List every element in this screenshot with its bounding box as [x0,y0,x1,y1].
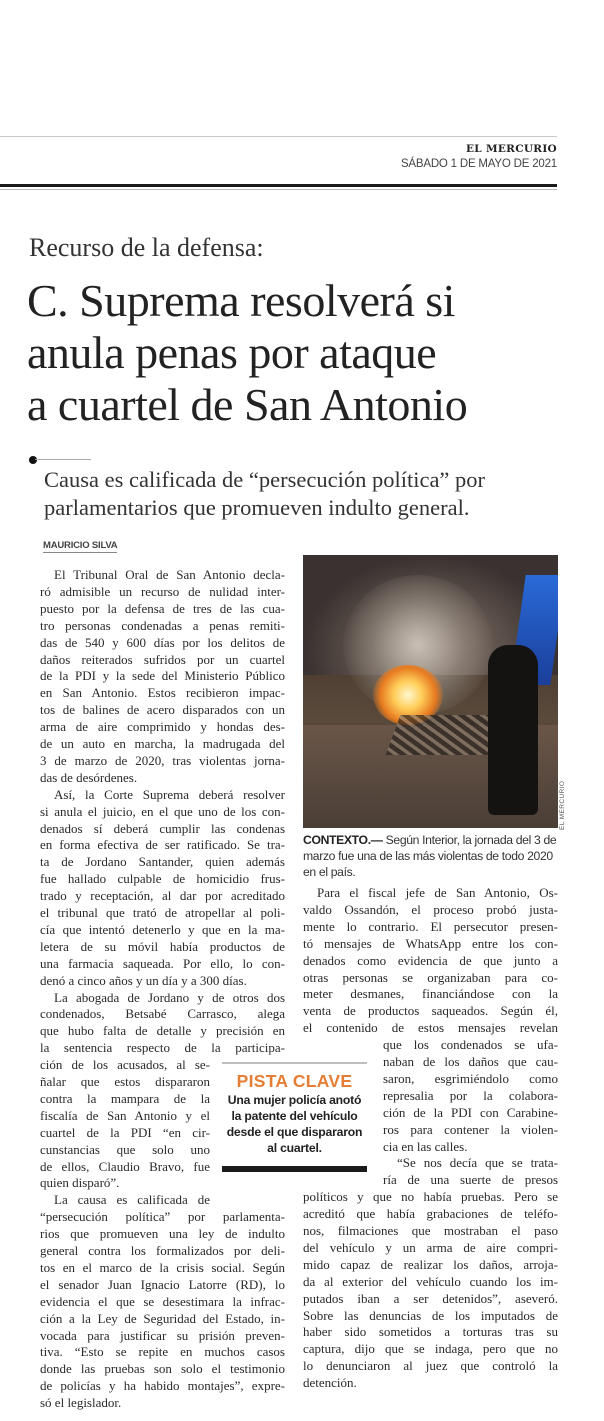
header-rule-thin [0,189,557,190]
body-text-line: denó a cinco años y un día y a 300 días. [40,972,247,988]
headline-line: C. Suprema resolverá si [27,275,455,326]
body-text-line: tos en el marco de la crisis social. Según [40,1259,285,1275]
headline-line: anula penas por ataque [27,327,437,378]
body-text-line: lo denunciaron al juez que controló la [303,1358,558,1374]
body-text-line: La abogada de Jordano y de otros dos [54,989,285,1005]
body-text-line: “persecución política” por parlamenta- [40,1209,285,1225]
body-text-line: rios que promueven una ley de indulto [40,1226,285,1242]
kicker: Recurso de la defensa: [29,233,264,262]
body-text-line: ción de la PDI con Carabine- [383,1104,558,1120]
body-text-line: fiscalía de San Antonio y el [40,1107,210,1123]
box-bottom-bar [222,1166,367,1172]
body-text-line: venta de productos saqueados. Según él, [303,1003,558,1019]
headline-line: a cuartel de San Antonio [27,379,468,430]
body-text-line: en forma efectiva de ser ratificado. Se tra- [40,837,285,853]
body-text-line: represalia por la colabora- [383,1087,558,1103]
body-text-line: naban de los daños que cau- [383,1054,558,1069]
body-text-line: tos de balines de acero disparados con un [40,702,285,718]
news-photo [303,555,558,828]
pista-clave-title: PISTA CLAVE [236,1071,353,1091]
body-text-line: evidencia el que se desestimara la infrac- [40,1293,285,1309]
body-text-line: fue hallado culpable de homicidio frus- [40,871,285,887]
body-text-line: Para el fiscal jefe de San Antonio, Os- [317,885,558,900]
body-text-line: daños reiterados sufridos por un cuartel [40,651,285,667]
body-text-line: tro personas condenadas a penas remiti- [40,617,285,633]
body-text-line: quien disparó”. [40,1175,120,1191]
deck-line: Causa es calificada de “persecución política” por [44,467,486,492]
body-text-line: letera de su móvil había productos de [40,938,285,954]
body-text-line: ñalar que estos dispararon [40,1074,210,1089]
body-text-line: el senador Juan Ignacio Latorre (RD), lo [40,1276,285,1292]
body-text-line: da al exterior del vehículo cuando los im- [303,1273,558,1289]
body-text-line: 3 de marzo de 2020, tras violentas jorna- [40,752,285,768]
body-text-line: que hubo falta de detalle y precisión en [40,1023,285,1039]
body-text-line: detención. [303,1375,357,1391]
body-text-line: ción de los acusados, al se- [40,1057,210,1073]
body-text-line: si anula el juicio, en el que uno de los con- [40,803,285,819]
publication-date: SÁBADO 1 DE MAYO DE 2021 [400,158,557,170]
body-text-line: otras personas se organizaban para co- [303,969,558,985]
body-text-line: captura, dijo que se indaga, pero que no [303,1341,558,1357]
body-text-line: en San Antonio. Estos recibieron impac- [40,685,285,701]
body-text-line: el tribunal que trató de atropellar al poli- [40,905,285,920]
body-text-line: contra la mampara de la [40,1090,210,1106]
body-text-line: ción a la Ley de Seguridad del Estado, in- [40,1310,285,1326]
body-text-line: vocada para justificar su prisión preven- [40,1327,285,1343]
newspaper-name: EL MERCURIO [466,143,557,155]
body-text-line: valdo Ossandón, el proceso probó justa- [303,901,558,917]
body-text-line: cía que intentó detenerlo y que en la ma- [40,921,285,937]
header-rule [0,184,557,187]
body-text-line: tiva. “Esto se repite en muchos casos [40,1344,285,1360]
body-text-line: ros para contener la violen- [383,1121,558,1137]
body-text-line: de ellos, Claudio Bravo, fue [40,1158,210,1174]
body-text-line: de un auto en marcha, la madrugada del [40,736,285,751]
box-top-rule [222,1062,367,1064]
body-text-line: El Tribunal Oral de San Antonio decla- [54,567,285,582]
body-text-line: políticos y que no había pruebas. Pero se [303,1189,558,1205]
body-text-line: del vehículo y un arma de aire compri- [303,1239,558,1255]
body-text-line: arma de aire comprimido y hondas des- [40,719,285,735]
deck-line: parlamentarios que promueven indulto general. [44,495,470,520]
pista-clave-text: Una mujer policía anotó la patente del vehículo desde el que dispararon al cuartel. [226,1093,363,1155]
body-text-line: cuartel de la PDI “en cir- [40,1124,210,1140]
photo-caption [303,832,561,880]
body-text-line: das de desórdenes. [40,769,138,785]
body-text-line: nos, filmaciones que mostraban el paso [303,1223,558,1238]
body-text-line: ró admisible un recurso de nulidad inter- [40,583,285,599]
photo-credit: EL MERCURIO [559,780,566,830]
deck [44,466,485,522]
body-text-line: de policías y ha habido montajes”, expre- [40,1378,285,1394]
top-rule [0,136,557,137]
body-text-line: trado y receptación, al dar por acreditado [40,888,285,904]
body-text-line: haber sido sometidos a torturas tras su [303,1324,558,1340]
body-text-line: denados sí deberá cumplir las condenas [40,820,285,836]
body-text-line: la sentencia respecto de la participa- [40,1040,285,1056]
body-text-line: el contenido de estos mensajes revelan [303,1020,558,1036]
bullet-dot-icon [29,456,37,464]
body-text-line: das de 540 y 600 días por los delitos de [40,634,285,650]
body-text-line: Así, la Corte Suprema deberá resolver [54,786,285,802]
byline: MAURICIO SILVA [43,540,118,551]
body-text-line: que los condenados se ufa- [383,1037,558,1053]
body-text-line: mido capaz de realizar los daños, arroja- [303,1256,558,1272]
body-text-line: cunstancias que solo uno [40,1141,210,1157]
caption-text: Según Interior, la jornada del 3 de marzo fue una de las más violentas de todo 2020 en el país. [303,833,557,879]
body-text-line: tó mensajes de WhatsApp entre los con- [303,935,558,951]
body-text-line: La causa es calificada de [54,1192,210,1208]
body-text-line: Sobre las denuncias de los imputados de [303,1307,558,1323]
body-text-line: ta de Jordano Santander, quien además [40,854,285,870]
deck-rule [35,459,91,460]
body-text-line: puesto por la defensa de tres de las cua- [40,600,285,616]
body-text-line: general contra los formalizados por deli- [40,1243,285,1258]
body-text-line: mente lo contrario. El persecutor presen- [303,918,558,934]
pista-clave-box [222,1062,367,1172]
body-text-line: putados iban a ser detenidos”, aseveró. [303,1290,558,1306]
body-text-line: só el legislador. [40,1395,122,1411]
body-text-line: “Se nos decía que se trata- [397,1155,558,1171]
body-text-line: de la PDI y la sede del Ministerio Público [40,668,285,684]
body-text-line: cia en las calles. [383,1138,468,1154]
caption-label: CONTEXTO.— [303,833,383,847]
body-text-line: condenados, Betsabé Carrasco, alega [40,1006,285,1022]
body-text-line: denados como evidencia de que junto a [303,952,558,968]
headline [27,275,467,431]
body-text-line: acreditó que había grabaciones de teléfo- [303,1206,558,1222]
body-text-line: meter desmanes, financiándose con la [303,986,558,1002]
body-text-line: una farmacia saqueada. Por ello, lo con- [40,955,285,971]
body-text-line: donde las pruebas son solo el testimonio [40,1361,285,1377]
body-text-line: saron, esgrimiéndolo como [383,1070,558,1086]
body-text-line: ría de una suerte de presos [383,1172,558,1188]
